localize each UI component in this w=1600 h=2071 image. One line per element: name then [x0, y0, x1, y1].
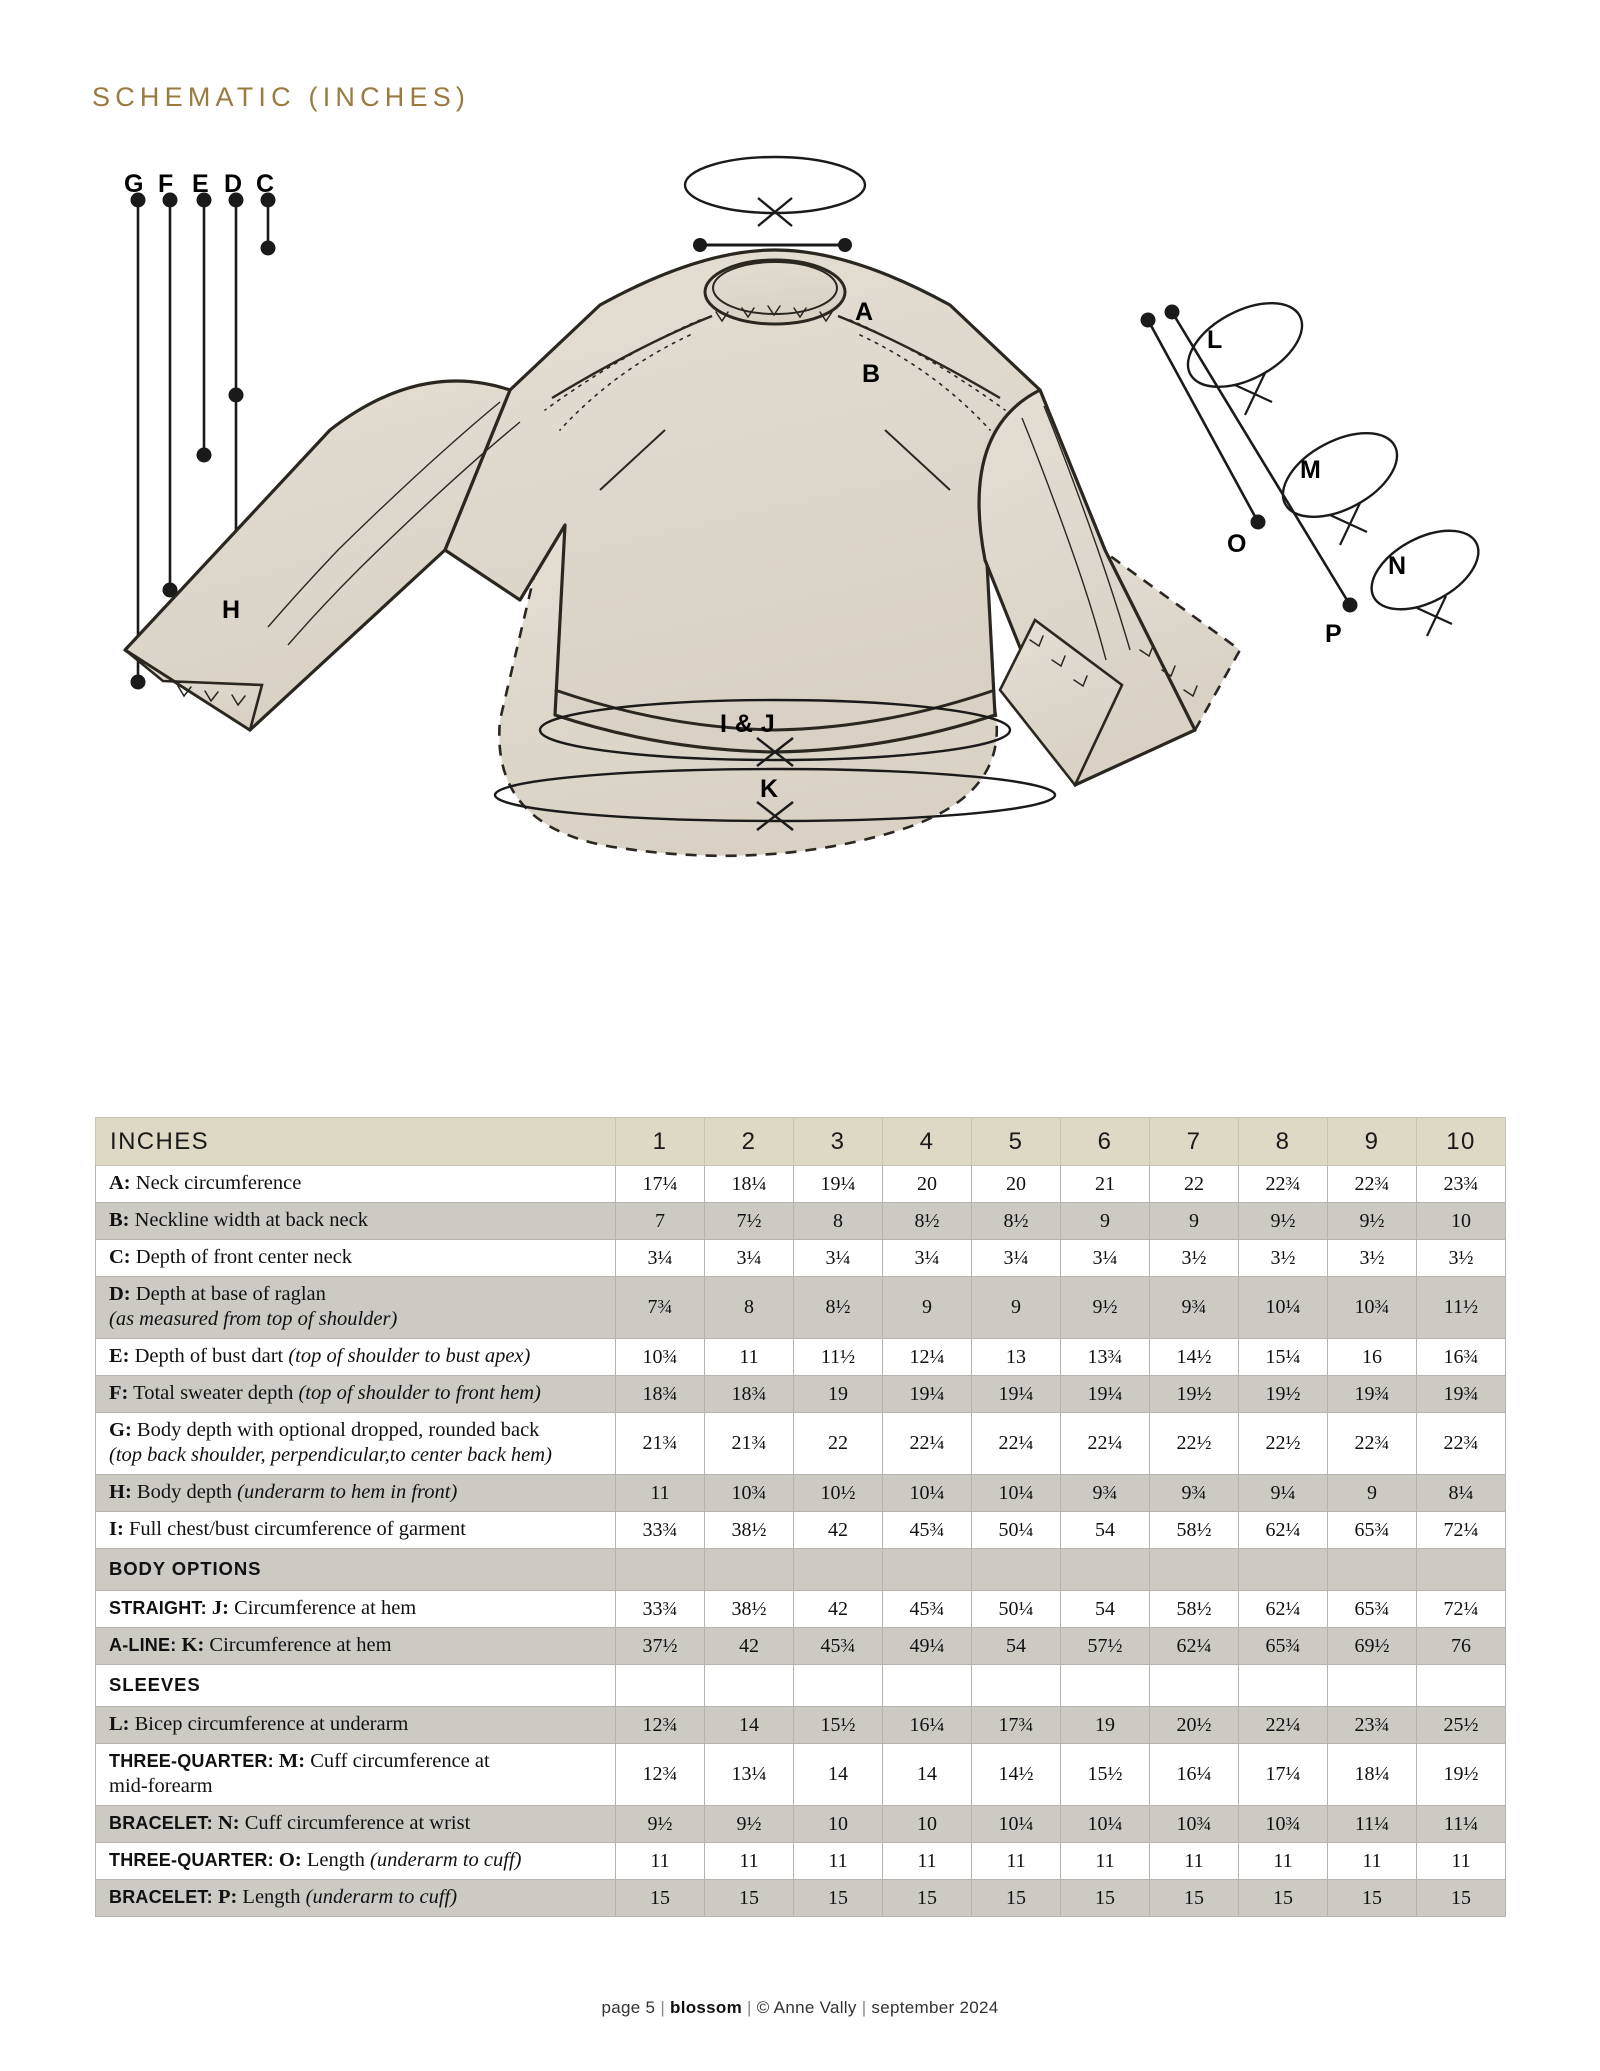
- cell-size-7: 62¼: [1150, 1628, 1239, 1665]
- row-letter: BRACELET:: [109, 1813, 213, 1833]
- row-label: H: Body depth (underarm to hem in front): [96, 1475, 616, 1512]
- cell-size-1: 9½: [616, 1806, 705, 1843]
- cell-size-8: 22¼: [1239, 1707, 1328, 1744]
- measure-c-line: [261, 193, 276, 256]
- row-label: SLEEVES: [96, 1665, 616, 1707]
- schematic-label-b: B: [862, 360, 881, 388]
- row-letter: A:: [109, 1172, 131, 1194]
- cell-size-6: 3¼: [1061, 1240, 1150, 1277]
- measure-p-line: [1165, 305, 1358, 613]
- cell-size-9: 18¼: [1328, 1744, 1417, 1806]
- cell-size-1: 7: [616, 1203, 705, 1240]
- cell-size-8: 3½: [1239, 1240, 1328, 1277]
- cell-size-3: 10½: [794, 1475, 883, 1512]
- table-row: [96, 1744, 1506, 1806]
- cell-size-8: 22½: [1239, 1413, 1328, 1475]
- table-row: [96, 1277, 1506, 1339]
- row-note: (underarm to hem in front): [237, 1481, 458, 1503]
- table-row: [96, 1843, 1506, 1880]
- table-row: [96, 1413, 1506, 1475]
- cell-size-5: 10¼: [972, 1475, 1061, 1512]
- table-row: [96, 1628, 1506, 1665]
- cell-size-7: 9¾: [1150, 1475, 1239, 1512]
- cell-size-10: 19¾: [1417, 1376, 1506, 1413]
- cell-size-2: [705, 1549, 794, 1591]
- row-label: F: Total sweater depth (top of shoulder to front hem): [96, 1376, 616, 1413]
- cell-size-2: 18¼: [705, 1166, 794, 1203]
- row-label: E: Depth of bust dart (top of shoulder to bust apex): [96, 1339, 616, 1376]
- row-note-second-line: (as measured from top of shoulder): [109, 1308, 398, 1330]
- header-size-3: 3: [794, 1118, 883, 1166]
- cell-size-9: 69½: [1328, 1628, 1417, 1665]
- cell-size-1: 11: [616, 1475, 705, 1512]
- table-row: [96, 1376, 1506, 1413]
- cell-size-2: 38½: [705, 1512, 794, 1549]
- header-size-5: 5: [972, 1118, 1061, 1166]
- cell-size-5: 15: [972, 1880, 1061, 1917]
- header-size-4: 4: [883, 1118, 972, 1166]
- cell-size-6: 11: [1061, 1843, 1150, 1880]
- table-row: [96, 1475, 1506, 1512]
- schematic-label-a: A: [855, 298, 874, 326]
- cell-size-4: 15: [883, 1880, 972, 1917]
- row-letter-serif: K:: [181, 1634, 205, 1656]
- cell-size-5: 17¾: [972, 1707, 1061, 1744]
- cell-size-2: 3¼: [705, 1240, 794, 1277]
- cell-size-3: 19¼: [794, 1166, 883, 1203]
- cell-size-10: 10: [1417, 1203, 1506, 1240]
- row-note-second-line: mid-forearm: [109, 1775, 213, 1797]
- cell-size-4: 45¾: [883, 1512, 972, 1549]
- cell-size-8: 17¼: [1239, 1744, 1328, 1806]
- row-label: STRAIGHT: J: Circumference at hem: [96, 1591, 616, 1628]
- cell-size-9: 16: [1328, 1339, 1417, 1376]
- cell-size-5: 50¼: [972, 1591, 1061, 1628]
- cell-size-5: 13: [972, 1339, 1061, 1376]
- cell-size-1: 33¾: [616, 1591, 705, 1628]
- cell-size-1: 21¾: [616, 1413, 705, 1475]
- cell-size-5: 9: [972, 1277, 1061, 1339]
- cell-size-2: 14: [705, 1707, 794, 1744]
- measure-a-ellipse: [685, 157, 865, 226]
- cell-size-2: 18¾: [705, 1376, 794, 1413]
- cell-size-1: 10¾: [616, 1339, 705, 1376]
- cell-size-5: 19¼: [972, 1376, 1061, 1413]
- cell-size-2: 10¾: [705, 1475, 794, 1512]
- table-header-row: [96, 1118, 1506, 1166]
- cell-size-6: [1061, 1665, 1150, 1707]
- header-size-2: 2: [705, 1118, 794, 1166]
- measure-n-ellipse: [1359, 515, 1491, 636]
- cell-size-4: 12¼: [883, 1339, 972, 1376]
- cell-size-9: [1328, 1665, 1417, 1707]
- cell-size-5: 8½: [972, 1203, 1061, 1240]
- row-label: THREE-QUARTER: O: Length (underarm to cuff): [96, 1843, 616, 1880]
- cell-size-1: [616, 1665, 705, 1707]
- measure-e-line: [197, 193, 212, 463]
- cell-size-3: 8: [794, 1203, 883, 1240]
- row-letter: H:: [109, 1481, 132, 1503]
- footer-copyright: © Anne Vally: [756, 1998, 857, 2017]
- row-note: (underarm to cuff): [370, 1849, 522, 1871]
- row-letter: E:: [109, 1345, 130, 1367]
- cell-size-9: [1328, 1549, 1417, 1591]
- cell-size-2: 15: [705, 1880, 794, 1917]
- row-letter: G:: [109, 1419, 132, 1441]
- cell-size-5: 54: [972, 1628, 1061, 1665]
- row-label: I: Full chest/bust circumference of garment: [96, 1512, 616, 1549]
- header-size-1: 1: [616, 1118, 705, 1166]
- cell-size-2: 21¾: [705, 1413, 794, 1475]
- schematic-label-c: C: [256, 170, 275, 198]
- schematic-label-n: N: [1388, 552, 1407, 580]
- cell-size-7: 10¾: [1150, 1806, 1239, 1843]
- measure-o-line: [1141, 313, 1266, 530]
- cell-size-6: 54: [1061, 1512, 1150, 1549]
- cell-size-2: 13¼: [705, 1744, 794, 1806]
- cell-size-9: 3½: [1328, 1240, 1417, 1277]
- row-label: C: Depth of front center neck: [96, 1240, 616, 1277]
- cell-size-10: 23¾: [1417, 1166, 1506, 1203]
- cell-size-1: 11: [616, 1843, 705, 1880]
- cell-size-6: 54: [1061, 1591, 1150, 1628]
- cell-size-8: 65¾: [1239, 1628, 1328, 1665]
- cell-size-3: 11: [794, 1843, 883, 1880]
- footer-date: september 2024: [871, 1998, 999, 2017]
- cell-size-10: [1417, 1665, 1506, 1707]
- cell-size-3: 10: [794, 1806, 883, 1843]
- cell-size-1: 12¾: [616, 1744, 705, 1806]
- row-note: (top of shoulder to bust apex): [288, 1345, 531, 1367]
- cell-size-1: 7¾: [616, 1277, 705, 1339]
- cell-size-2: 7½: [705, 1203, 794, 1240]
- schematic-label-m: M: [1300, 456, 1322, 484]
- row-letter: THREE-QUARTER:: [109, 1850, 274, 1870]
- table-row: [96, 1339, 1506, 1376]
- cell-size-4: 10¼: [883, 1475, 972, 1512]
- cell-size-10: 11¼: [1417, 1806, 1506, 1843]
- cell-size-10: 8¼: [1417, 1475, 1506, 1512]
- cell-size-7: 22: [1150, 1166, 1239, 1203]
- cell-size-9: 65¾: [1328, 1512, 1417, 1549]
- row-letter: L:: [109, 1713, 130, 1735]
- row-letter: D:: [109, 1283, 131, 1305]
- cell-size-1: 33¾: [616, 1512, 705, 1549]
- cell-size-8: 62¼: [1239, 1512, 1328, 1549]
- table-row: [96, 1806, 1506, 1843]
- cell-size-5: 20: [972, 1166, 1061, 1203]
- footer-brand: blossom: [670, 1998, 743, 2017]
- cell-size-7: 14½: [1150, 1339, 1239, 1376]
- cell-size-5: 22¼: [972, 1413, 1061, 1475]
- table-row: [96, 1240, 1506, 1277]
- table-row: [96, 1591, 1506, 1628]
- cell-size-9: 23¾: [1328, 1707, 1417, 1744]
- cell-size-4: [883, 1549, 972, 1591]
- header-size-10: 10: [1417, 1118, 1506, 1166]
- header-size-8: 8: [1239, 1118, 1328, 1166]
- cell-size-2: 38½: [705, 1591, 794, 1628]
- schematic-label-d: D: [224, 170, 243, 198]
- footer-sep-2: |: [747, 1998, 752, 2017]
- cell-size-1: 37½: [616, 1628, 705, 1665]
- cell-size-2: 8: [705, 1277, 794, 1339]
- cell-size-1: 12¾: [616, 1707, 705, 1744]
- cell-size-3: 11½: [794, 1339, 883, 1376]
- cell-size-4: 19¼: [883, 1376, 972, 1413]
- measure-f-line: [163, 193, 178, 598]
- table-row: [96, 1203, 1506, 1240]
- cell-size-4: 20: [883, 1166, 972, 1203]
- cell-size-3: [794, 1665, 883, 1707]
- cell-size-10: 25½: [1417, 1707, 1506, 1744]
- cell-size-10: 15: [1417, 1880, 1506, 1917]
- table-row: [96, 1880, 1506, 1917]
- cell-size-9: 19¾: [1328, 1376, 1417, 1413]
- footer-sep-3: |: [861, 1998, 867, 2017]
- row-label: A-LINE: K: Circumference at hem: [96, 1628, 616, 1665]
- page-footer: [0, 1998, 1600, 2018]
- cell-size-10: 11: [1417, 1843, 1506, 1880]
- cell-size-10: 16¾: [1417, 1339, 1506, 1376]
- cell-size-7: 9¾: [1150, 1277, 1239, 1339]
- row-label: L: Bicep circumference at underarm: [96, 1707, 616, 1744]
- footer-sep-1: |: [660, 1998, 666, 2017]
- cell-size-1: 17¼: [616, 1166, 705, 1203]
- header-inches: INCHES: [96, 1118, 616, 1166]
- schematic-label-l: L: [1207, 326, 1223, 354]
- cell-size-3: 15: [794, 1880, 883, 1917]
- cell-size-3: 15½: [794, 1707, 883, 1744]
- cell-size-8: [1239, 1549, 1328, 1591]
- row-label: B: Neckline width at back neck: [96, 1203, 616, 1240]
- cell-size-5: 11: [972, 1843, 1061, 1880]
- cell-size-1: 3¼: [616, 1240, 705, 1277]
- footer-page: page 5: [601, 1998, 656, 2017]
- cell-size-7: 9: [1150, 1203, 1239, 1240]
- row-letter-serif: M:: [278, 1750, 306, 1772]
- cell-size-3: [794, 1549, 883, 1591]
- schematic-label-h: H: [222, 596, 241, 624]
- cell-size-9: 11¼: [1328, 1806, 1417, 1843]
- cell-size-10: 76: [1417, 1628, 1506, 1665]
- cell-size-1: 15: [616, 1880, 705, 1917]
- cell-size-9: 15: [1328, 1880, 1417, 1917]
- cell-size-10: 19½: [1417, 1744, 1506, 1806]
- cell-size-5: 10¼: [972, 1806, 1061, 1843]
- cell-size-7: 20½: [1150, 1707, 1239, 1744]
- cell-size-1: [616, 1549, 705, 1591]
- row-note: (top of shoulder to front hem): [298, 1382, 541, 1404]
- cell-size-3: 42: [794, 1512, 883, 1549]
- cell-size-6: 9: [1061, 1203, 1150, 1240]
- cell-size-8: 10¾: [1239, 1806, 1328, 1843]
- cell-size-6: [1061, 1549, 1150, 1591]
- sweater-illustration: [125, 250, 1240, 856]
- cell-size-3: 45¾: [794, 1628, 883, 1665]
- row-note-second-line: (top back shoulder, perpendicular,to center back hem): [109, 1444, 552, 1466]
- schematic-label-o: O: [1227, 530, 1247, 558]
- cell-size-8: 9½: [1239, 1203, 1328, 1240]
- schematic-label-p: P: [1325, 620, 1343, 648]
- cell-size-10: 3½: [1417, 1240, 1506, 1277]
- cell-size-6: 15: [1061, 1880, 1150, 1917]
- cell-size-8: 10¼: [1239, 1277, 1328, 1339]
- row-label: G: Body depth with optional dropped, rounded back (top back shoulder, perpendicular,to center back hem): [96, 1413, 616, 1475]
- table-row: [96, 1166, 1506, 1203]
- schematic-label-k: K: [760, 775, 779, 803]
- cell-size-2: 11: [705, 1339, 794, 1376]
- cell-size-2: 9½: [705, 1806, 794, 1843]
- cell-size-6: 13¾: [1061, 1339, 1150, 1376]
- cell-size-2: [705, 1665, 794, 1707]
- cell-size-10: 72¼: [1417, 1591, 1506, 1628]
- measurements-table: [95, 1117, 1506, 1917]
- row-letter-serif: J:: [211, 1597, 229, 1619]
- table-row: [96, 1707, 1506, 1744]
- cell-size-3: 8½: [794, 1277, 883, 1339]
- cell-size-8: 62¼: [1239, 1591, 1328, 1628]
- table-header: [96, 1118, 1506, 1166]
- row-letter-serif: O:: [278, 1849, 302, 1871]
- cell-size-2: 11: [705, 1843, 794, 1880]
- cell-size-9: 10¾: [1328, 1277, 1417, 1339]
- cell-size-9: 9½: [1328, 1203, 1417, 1240]
- cell-size-3: 22: [794, 1413, 883, 1475]
- row-letter-serif: N:: [217, 1812, 240, 1834]
- cell-size-9: 22¾: [1328, 1166, 1417, 1203]
- cell-size-7: 58½: [1150, 1512, 1239, 1549]
- cell-size-4: 22¼: [883, 1413, 972, 1475]
- cell-size-9: 11: [1328, 1843, 1417, 1880]
- cell-size-6: 9¾: [1061, 1475, 1150, 1512]
- row-note: (underarm to cuff): [305, 1886, 458, 1908]
- cell-size-8: 19½: [1239, 1376, 1328, 1413]
- row-label: D: Depth at base of raglan (as measured from top of shoulder): [96, 1277, 616, 1339]
- cell-size-4: 9: [883, 1277, 972, 1339]
- measure-m-ellipse: [1269, 416, 1410, 545]
- cell-size-8: 22¾: [1239, 1166, 1328, 1203]
- cell-size-6: 57½: [1061, 1628, 1150, 1665]
- cell-size-7: 11: [1150, 1843, 1239, 1880]
- cell-size-1: 18¾: [616, 1376, 705, 1413]
- header-size-6: 6: [1061, 1118, 1150, 1166]
- cell-size-3: 3¼: [794, 1240, 883, 1277]
- cell-size-5: 14½: [972, 1744, 1061, 1806]
- cell-size-7: [1150, 1665, 1239, 1707]
- cell-size-7: 58½: [1150, 1591, 1239, 1628]
- row-label: BRACELET: N: Cuff circumference at wrist: [96, 1806, 616, 1843]
- cell-size-7: 19½: [1150, 1376, 1239, 1413]
- cell-size-10: [1417, 1549, 1506, 1591]
- table-row: [96, 1512, 1506, 1549]
- cell-size-8: [1239, 1665, 1328, 1707]
- cell-size-10: 11½: [1417, 1277, 1506, 1339]
- cell-size-8: 15¼: [1239, 1339, 1328, 1376]
- cell-size-10: 22¾: [1417, 1413, 1506, 1475]
- row-letter: A-LINE:: [109, 1635, 177, 1655]
- cell-size-8: 11: [1239, 1843, 1328, 1880]
- row-letter: I:: [109, 1518, 124, 1540]
- cell-size-4: 16¼: [883, 1707, 972, 1744]
- cell-size-9: 9: [1328, 1475, 1417, 1512]
- cell-size-8: 9¼: [1239, 1475, 1328, 1512]
- table-section-row: [96, 1665, 1506, 1707]
- row-label: BRACELET: P: Length (underarm to cuff): [96, 1880, 616, 1917]
- cell-size-9: 65¾: [1328, 1591, 1417, 1628]
- cell-size-6: 9½: [1061, 1277, 1150, 1339]
- cell-size-5: 3¼: [972, 1240, 1061, 1277]
- page-title: SCHEMATIC (INCHES): [92, 82, 471, 112]
- cell-size-4: [883, 1665, 972, 1707]
- header-size-9: 9: [1328, 1118, 1417, 1166]
- cell-size-8: 15: [1239, 1880, 1328, 1917]
- cell-size-6: 10¼: [1061, 1806, 1150, 1843]
- cell-size-5: [972, 1549, 1061, 1591]
- header-size-7: 7: [1150, 1118, 1239, 1166]
- cell-size-5: [972, 1665, 1061, 1707]
- schematic-diagram: [0, 130, 1600, 1090]
- cell-size-6: 21: [1061, 1166, 1150, 1203]
- measure-g-line: [131, 193, 146, 690]
- cell-size-7: 16¼: [1150, 1744, 1239, 1806]
- cell-size-4: 10: [883, 1806, 972, 1843]
- cell-size-4: 45¾: [883, 1591, 972, 1628]
- cell-size-4: 14: [883, 1744, 972, 1806]
- cell-size-7: 22½: [1150, 1413, 1239, 1475]
- row-letter: F:: [109, 1382, 129, 1404]
- cell-size-9: 22¾: [1328, 1413, 1417, 1475]
- cell-size-6: 15½: [1061, 1744, 1150, 1806]
- row-letter: B:: [109, 1209, 130, 1231]
- row-label: A: Neck circumference: [96, 1166, 616, 1203]
- cell-size-4: 3¼: [883, 1240, 972, 1277]
- cell-size-7: [1150, 1549, 1239, 1591]
- row-label: BODY OPTIONS: [96, 1549, 616, 1591]
- cell-size-3: 19: [794, 1376, 883, 1413]
- table-section-row: [96, 1549, 1506, 1591]
- cell-size-5: 50¼: [972, 1512, 1061, 1549]
- schematic-label-g: G: [124, 170, 144, 198]
- cell-size-4: 49¼: [883, 1628, 972, 1665]
- cell-size-6: 19¼: [1061, 1376, 1150, 1413]
- schematic-label-ij: I & J: [720, 710, 776, 738]
- row-letter-serif: P:: [217, 1886, 238, 1908]
- schematic-label-f: F: [158, 170, 174, 198]
- cell-size-10: 72¼: [1417, 1512, 1506, 1549]
- cell-size-6: 19: [1061, 1707, 1150, 1744]
- cell-size-3: 42: [794, 1591, 883, 1628]
- row-label: THREE-QUARTER: M: Cuff circumference at mid-forearm: [96, 1744, 616, 1806]
- cell-size-6: 22¼: [1061, 1413, 1150, 1475]
- table-body: [96, 1166, 1506, 1917]
- row-letter: STRAIGHT:: [109, 1598, 207, 1618]
- cell-size-2: 42: [705, 1628, 794, 1665]
- row-letter: THREE-QUARTER:: [109, 1751, 274, 1771]
- cell-size-4: 8½: [883, 1203, 972, 1240]
- row-letter: BRACELET:: [109, 1887, 213, 1907]
- row-letter: C:: [109, 1246, 131, 1268]
- cell-size-3: 14: [794, 1744, 883, 1806]
- cell-size-7: 15: [1150, 1880, 1239, 1917]
- cell-size-4: 11: [883, 1843, 972, 1880]
- cell-size-7: 3½: [1150, 1240, 1239, 1277]
- schematic-label-e: E: [192, 170, 210, 198]
